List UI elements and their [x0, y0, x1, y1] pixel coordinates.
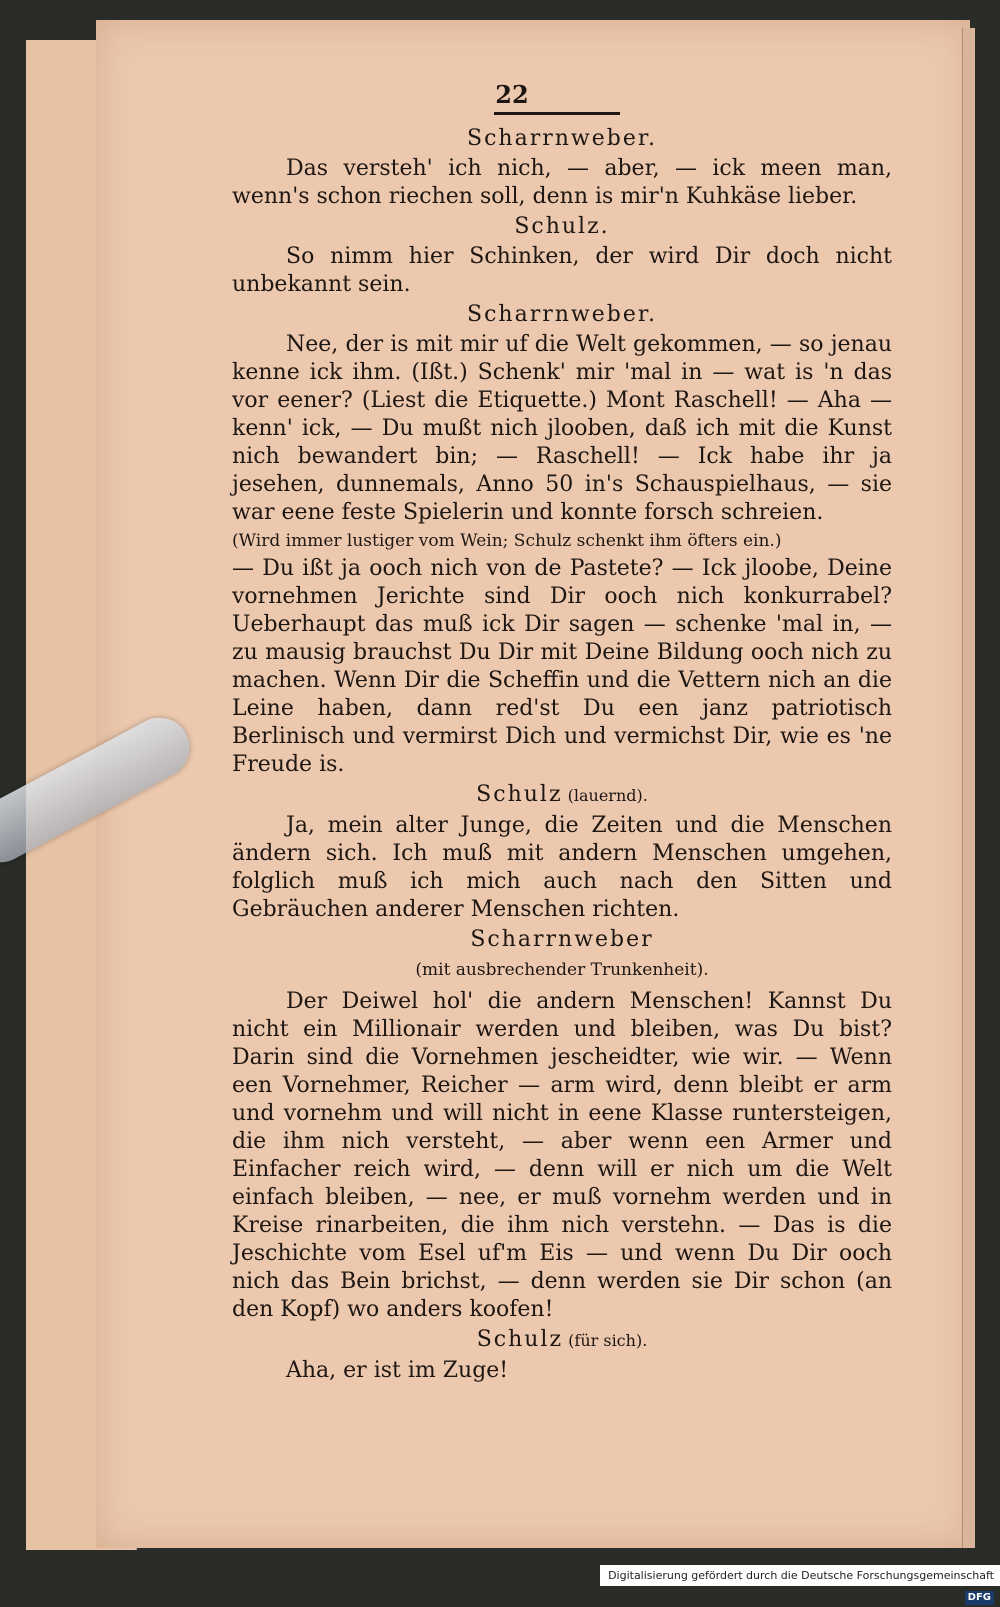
page-number-rule: [494, 112, 620, 115]
speaker-label: Scharrnweber.: [467, 126, 657, 151]
text-blocks: [232, 125, 892, 1385]
speaker-name: [232, 926, 892, 954]
speaker-label: Scharrnweber: [470, 927, 654, 952]
footer-text: Digitalisierung gefördert durch die Deutsche Forschungsgemeinschaft: [608, 1569, 994, 1582]
stage-direction: (lauernd).: [562, 786, 648, 805]
dfg-logo: DFG: [965, 1591, 994, 1605]
speaker-label: Schulz: [476, 782, 563, 807]
speaker-label: Schulz: [476, 1327, 564, 1352]
dialogue-paragraph: — Du ißt ja ooch nich von de Pastete? — Ick jloobe, Deine vornehmen Jerichte sind Dir ooch nich konkurrabel? Ueberhaupt das muß ick Dir sagen — schenke 'mal in, — zu mausig brauchst Du Dir mit Deine Bildung ooch nich zu machen. Wenn Dir die Scheffin und die Vettern nich an die Leine haben, dann red'st Du een janz patriotisch Berlinisch und vermirst Dich und vermichst Dir, wie es 'ne Freude is.: [232, 556, 892, 777]
dialogue-paragraph: Ja, mein alter Junge, die Zeiten und die Menschen ändern sich. Ich muß mit andern Menschen umgehen, folglich muß ich mich auch nach den Sitten und Gebräuchen anderer Menschen richten.: [232, 813, 892, 922]
speaker-label: Schulz.: [514, 214, 610, 239]
dialogue-paragraph: So nimm hier Schinken, der wird Dir doch nicht unbekannt sein.: [232, 244, 892, 297]
speaker-name: [232, 301, 892, 329]
dialogue-paragraph: Aha, er ist im Zuge!: [286, 1358, 509, 1383]
speaker-label: Scharrnweber.: [467, 302, 657, 327]
dialogue-paragraph: Nee, der is mit mir uf die Welt gekommen, — so jenau kenne ick ihm. (Ißt.) Schenk' mir 'mal in — wat is 'n das vor eener? (Liest die Etiquette.) Mont Raschell! — Aha — kenn' ick, — Du mußt nich jlooben, daß ich mit die Kunst nich bewandert bin; — Raschell! — Ick habe ihr ja jesehen, dunnemals, Anno 50 in's Schauspielhaus, — sie war eene feste Spielerin und konnte forsch schreien.: [232, 332, 892, 525]
stage-direction: (Wird immer lustiger vom Wein; Schulz schenkt ihm öfters ein.): [232, 531, 782, 551]
dialogue-paragraph: Der Deiwel hol' die andern Menschen! Kannst Du nicht ein Millionair werden und bleiben, was Du bist? Darin sind die Vornehmen jescheidter, wie wir. — Wenn een Vornehmer, Reicher — arm wird, denn bleibt er arm und vornehm und will nicht in eene Klasse runtersteigen, die ihm nich versteht, — aber wenn een Armer und Einfacher reich wird, — denn will er nich um die Welt einfach bleiben, — nee, er muß vornehm werden und in Kreise rinarbeiten, die ihm nich verstehn. — Das is die Jeschichte vom Esel uf'm Eis — und wenn Du Dir ooch nich das Bein brichst, — denn werden sie Dir schon (an den Kopf) wo anders koofen!: [232, 989, 892, 1322]
page-number: 22: [495, 80, 529, 109]
dialogue-paragraph: Das versteh' ich nich, — aber, — ick meen man, wenn's schon riechen soll, denn is mir'n Kuhkäse lieber.: [232, 156, 892, 209]
speaker-name: [232, 213, 892, 241]
speaker-name: [232, 125, 892, 153]
page-edge: [962, 28, 975, 1548]
speaker-name: [232, 781, 892, 810]
speaker-name: [232, 1326, 892, 1355]
footer-credit: [600, 1565, 1000, 1603]
stage-direction: (mit ausbrechender Trunkenheit).: [415, 960, 709, 980]
page-text: [232, 78, 892, 1385]
stage-direction: (für sich).: [563, 1331, 648, 1350]
